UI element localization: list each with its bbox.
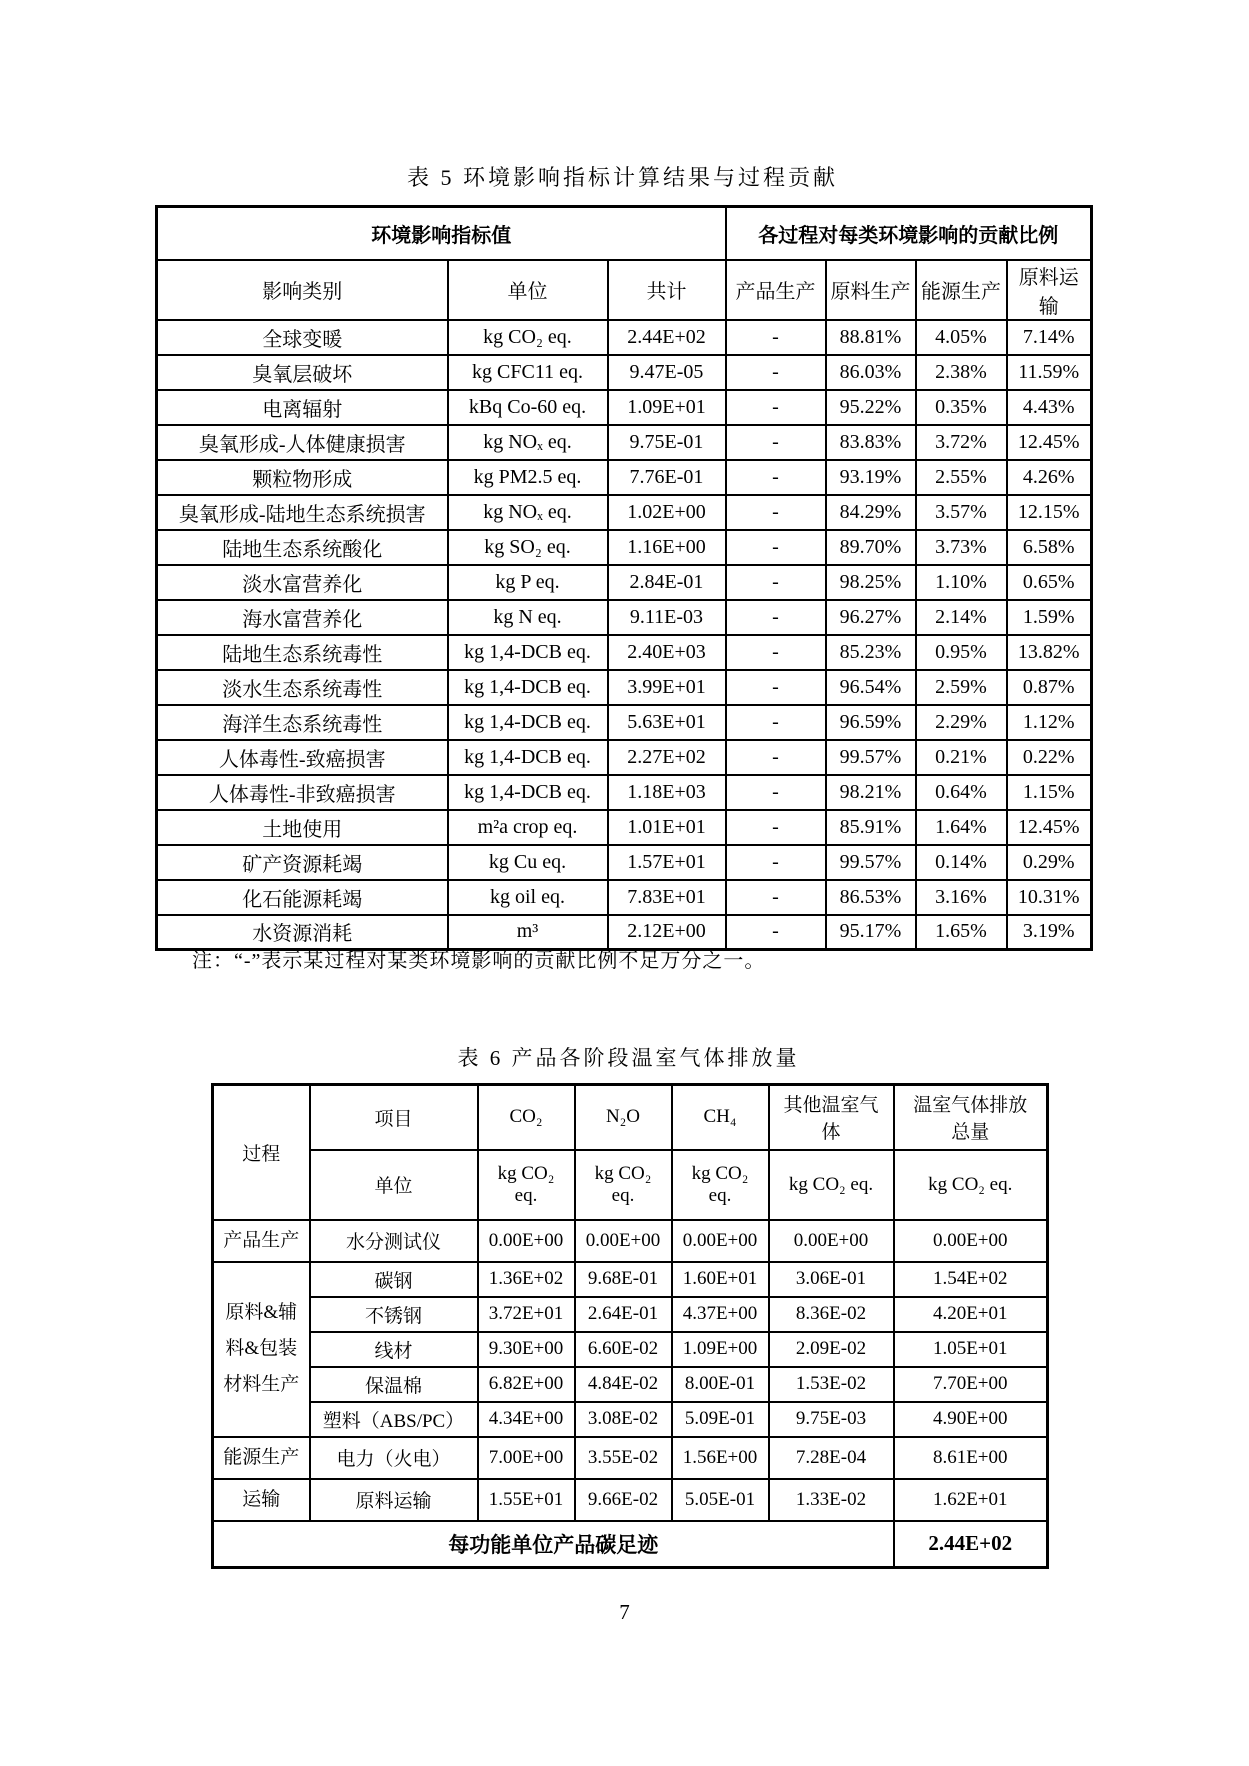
value-cell: 4.26% [1007, 460, 1092, 495]
table6-body [213, 1220, 1048, 1521]
table5-row [157, 320, 1092, 355]
unit-cell: kg 1,4-DCB eq. [448, 635, 608, 670]
item-cell: 电力（火电） [310, 1437, 478, 1479]
value-cell: 8.00E-01 [672, 1367, 769, 1402]
value-cell: 98.21% [826, 775, 916, 810]
value-cell: 2.40E+03 [608, 635, 726, 670]
value-cell: 0.29% [1007, 845, 1092, 880]
table5-row [157, 600, 1092, 635]
process-cell: 能源生产 [213, 1437, 310, 1479]
value-cell: 3.55E-02 [575, 1437, 672, 1479]
carbon-footprint-total: 2.44E+02 [894, 1521, 1048, 1568]
value-cell: 2.84E-01 [608, 565, 726, 600]
value-cell: 7.83E+01 [608, 880, 726, 915]
item-cell: 原料运输 [310, 1479, 478, 1521]
unit-cell: kg 1,4-DCB eq. [448, 775, 608, 810]
table5-footnote: 注：“-”表示某过程对某类环境影响的贡献比例不足万分之一。 [192, 950, 766, 972]
value-cell: - [726, 390, 826, 425]
value-cell: 1.64% [916, 810, 1007, 845]
value-cell: 4.34E+00 [478, 1402, 575, 1437]
table5-caption: 表 5 环境影响指标计算结果与过程贡献 [406, 165, 838, 190]
unit-cell: kBq Co-60 eq. [448, 390, 608, 425]
value-cell: 1.09E+00 [672, 1332, 769, 1367]
impact-category-cell: 淡水富营养化 [157, 565, 448, 600]
value-cell: 96.59% [826, 705, 916, 740]
unit-n2o: kg CO₂ eq. [575, 1150, 672, 1220]
value-cell: 7.70E+00 [894, 1367, 1048, 1402]
unit-cell: m²a crop eq. [448, 810, 608, 845]
value-cell: 0.00E+00 [575, 1220, 672, 1262]
value-cell: 1.59% [1007, 600, 1092, 635]
table6-ghg-emissions [211, 1083, 1049, 1569]
value-cell: 9.75E-03 [769, 1402, 894, 1437]
value-cell: 0.64% [916, 775, 1007, 810]
item-cell: 碳钢 [310, 1262, 478, 1297]
value-cell: 83.83% [826, 425, 916, 460]
impact-category-cell: 土地使用 [157, 810, 448, 845]
value-cell: 1.53E-02 [769, 1367, 894, 1402]
value-cell: - [726, 425, 826, 460]
value-cell: 3.16% [916, 880, 1007, 915]
unit-cell: kg NOₓ eq. [448, 425, 608, 460]
value-cell: 3.57% [916, 495, 1007, 530]
impact-category-cell: 化石能源耗竭 [157, 880, 448, 915]
table6-footer [213, 1521, 1048, 1568]
value-cell: 2.44E+02 [608, 320, 726, 355]
table6-row [213, 1220, 1048, 1262]
table5-column-header-row [157, 260, 1092, 320]
value-cell: 10.31% [1007, 880, 1092, 915]
table5-row [157, 705, 1092, 740]
value-cell: 9.30E+00 [478, 1332, 575, 1367]
column-header-material-transport: 原料运输 [1007, 260, 1092, 320]
value-cell: 11.59% [1007, 355, 1092, 390]
value-cell: 1.57E+01 [608, 845, 726, 880]
value-cell: 5.09E-01 [672, 1402, 769, 1437]
value-cell: - [726, 600, 826, 635]
impact-category-cell: 海洋生态系统毒性 [157, 705, 448, 740]
table6-row [213, 1367, 1048, 1402]
unit-cell: kg 1,4-DCB eq. [448, 740, 608, 775]
table5-row [157, 495, 1092, 530]
column-header-total: 共计 [608, 260, 726, 320]
column-header-product-production: 产品生产 [726, 260, 826, 320]
value-cell: 1.01E+01 [608, 810, 726, 845]
column-header-ch4: CH₄ [672, 1085, 769, 1150]
table6-row [213, 1332, 1048, 1367]
table6-row [213, 1479, 1048, 1521]
unit-other-ghg: kg CO₂ eq. [769, 1150, 894, 1220]
value-cell: 2.38% [916, 355, 1007, 390]
value-cell: 0.00E+00 [894, 1220, 1048, 1262]
table6-gas-header-row [213, 1085, 1048, 1150]
value-cell: - [726, 320, 826, 355]
value-cell: 4.20E+01 [894, 1297, 1048, 1332]
value-cell: 1.10% [916, 565, 1007, 600]
table6-row [213, 1437, 1048, 1479]
value-cell: - [726, 355, 826, 390]
value-cell: - [726, 670, 826, 705]
column-header-co2: CO₂ [478, 1085, 575, 1150]
value-cell: 1.56E+00 [672, 1437, 769, 1479]
value-cell: 12.15% [1007, 495, 1092, 530]
impact-category-cell: 人体毒性-致癌损害 [157, 740, 448, 775]
unit-cell: kg CFC11 eq. [448, 355, 608, 390]
table5-row [157, 355, 1092, 390]
value-cell: - [726, 705, 826, 740]
value-cell: 3.06E-01 [769, 1262, 894, 1297]
impact-category-cell: 矿产资源耗竭 [157, 845, 448, 880]
value-cell: 98.25% [826, 565, 916, 600]
value-cell: 0.00E+00 [672, 1220, 769, 1262]
value-cell: 0.35% [916, 390, 1007, 425]
value-cell: 9.68E-01 [575, 1262, 672, 1297]
impact-category-cell: 臭氧层破坏 [157, 355, 448, 390]
column-header-item: 项目 [310, 1085, 478, 1150]
table5-row [157, 880, 1092, 915]
value-cell: 0.00E+00 [478, 1220, 575, 1262]
value-cell: 8.36E-02 [769, 1297, 894, 1332]
value-cell: 7.28E-04 [769, 1437, 894, 1479]
unit-cell: kg NOₓ eq. [448, 495, 608, 530]
value-cell: - [726, 495, 826, 530]
value-cell: 9.11E-03 [608, 600, 726, 635]
value-cell: 2.55% [916, 460, 1007, 495]
value-cell: - [726, 460, 826, 495]
value-cell: 1.54E+02 [894, 1262, 1048, 1297]
unit-cell: kg PM2.5 eq. [448, 460, 608, 495]
value-cell: 13.82% [1007, 635, 1092, 670]
impact-category-cell: 电离辐射 [157, 390, 448, 425]
value-cell: - [726, 635, 826, 670]
value-cell: 9.66E-02 [575, 1479, 672, 1521]
value-cell: 2.29% [916, 705, 1007, 740]
table5-row [157, 845, 1092, 880]
table5-row [157, 810, 1092, 845]
value-cell: 3.72E+01 [478, 1297, 575, 1332]
value-cell: - [726, 810, 826, 845]
column-header-n2o: N₂O [575, 1085, 672, 1150]
value-cell: 2.27E+02 [608, 740, 726, 775]
unit-cell: kg 1,4-DCB eq. [448, 705, 608, 740]
column-header-unit-label: 单位 [310, 1150, 478, 1220]
value-cell: - [726, 845, 826, 880]
column-header-total-ghg: 温室气体排放总量 [894, 1085, 1048, 1150]
value-cell: 5.05E-01 [672, 1479, 769, 1521]
table5-row [157, 565, 1092, 600]
item-cell: 塑料（ABS/PC） [310, 1402, 478, 1437]
value-cell: 95.17% [826, 915, 916, 950]
table5-header [157, 207, 1092, 320]
value-cell: 3.99E+01 [608, 670, 726, 705]
table6-row [213, 1402, 1048, 1437]
impact-category-cell: 颗粒物形成 [157, 460, 448, 495]
item-cell: 线材 [310, 1332, 478, 1367]
table5-row [157, 740, 1092, 775]
value-cell: 85.23% [826, 635, 916, 670]
value-cell: 1.12% [1007, 705, 1092, 740]
table5-row [157, 775, 1092, 810]
value-cell: 2.59% [916, 670, 1007, 705]
value-cell: - [726, 915, 826, 950]
value-cell: 88.81% [826, 320, 916, 355]
value-cell: 99.57% [826, 740, 916, 775]
table5-row [157, 460, 1092, 495]
impact-category-cell: 海水富营养化 [157, 600, 448, 635]
value-cell: 0.21% [916, 740, 1007, 775]
column-header-impact-category: 影响类别 [157, 260, 448, 320]
column-header-unit: 单位 [448, 260, 608, 320]
unit-ch4: kg CO₂ eq. [672, 1150, 769, 1220]
table6-footer-row [213, 1521, 1048, 1568]
value-cell: 89.70% [826, 530, 916, 565]
value-cell: 96.54% [826, 670, 916, 705]
value-cell: 1.18E+03 [608, 775, 726, 810]
table5-group-header-process-contribution: 各过程对每类环境影响的贡献比例 [726, 207, 1092, 260]
unit-cell: kg CO₂ eq. [448, 320, 608, 355]
value-cell: 0.65% [1007, 565, 1092, 600]
table5-row [157, 670, 1092, 705]
value-cell: 1.16E+00 [608, 530, 726, 565]
unit-total-ghg: kg CO₂ eq. [894, 1150, 1048, 1220]
value-cell: 1.60E+01 [672, 1262, 769, 1297]
value-cell: 6.82E+00 [478, 1367, 575, 1402]
value-cell: 1.55E+01 [478, 1479, 575, 1521]
value-cell: 4.43% [1007, 390, 1092, 425]
value-cell: 4.05% [916, 320, 1007, 355]
process-cell: 原料&辅料&包装材料生产 [213, 1262, 310, 1437]
column-header-process: 过程 [213, 1085, 310, 1220]
unit-cell: kg P eq. [448, 565, 608, 600]
value-cell: 1.62E+01 [894, 1479, 1048, 1521]
value-cell: 12.45% [1007, 810, 1092, 845]
value-cell: 8.61E+00 [894, 1437, 1048, 1479]
value-cell: 6.60E-02 [575, 1332, 672, 1367]
unit-cell: kg oil eq. [448, 880, 608, 915]
value-cell: 7.76E-01 [608, 460, 726, 495]
column-header-other-ghg: 其他温室气体 [769, 1085, 894, 1150]
value-cell: 0.95% [916, 635, 1007, 670]
value-cell: 4.90E+00 [894, 1402, 1048, 1437]
table6-row [213, 1297, 1048, 1332]
value-cell: 85.91% [826, 810, 916, 845]
impact-category-cell: 全球变暖 [157, 320, 448, 355]
value-cell: 6.58% [1007, 530, 1092, 565]
table5-row [157, 530, 1092, 565]
unit-cell: kg SO₂ eq. [448, 530, 608, 565]
value-cell: 1.05E+01 [894, 1332, 1048, 1367]
value-cell: 3.19% [1007, 915, 1092, 950]
value-cell: 86.53% [826, 880, 916, 915]
unit-cell: kg N eq. [448, 600, 608, 635]
unit-cell: m³ [448, 915, 608, 950]
table5-group-header-row [157, 207, 1092, 260]
value-cell: 86.03% [826, 355, 916, 390]
value-cell: 1.65% [916, 915, 1007, 950]
table5-row [157, 390, 1092, 425]
process-cell: 产品生产 [213, 1220, 310, 1262]
value-cell: 3.72% [916, 425, 1007, 460]
value-cell: 4.84E-02 [575, 1367, 672, 1402]
impact-category-cell: 臭氧形成-人体健康损害 [157, 425, 448, 460]
column-header-material-production: 原料生产 [826, 260, 916, 320]
value-cell: 0.87% [1007, 670, 1092, 705]
value-cell: 99.57% [826, 845, 916, 880]
value-cell: - [726, 740, 826, 775]
value-cell: 9.47E-05 [608, 355, 726, 390]
table6-caption: 表 6 产品各阶段温室气体排放量 [457, 1046, 800, 1070]
table5-body [157, 320, 1092, 950]
item-cell: 不锈钢 [310, 1297, 478, 1332]
value-cell: 0.14% [916, 845, 1007, 880]
unit-co2: kg CO₂ eq. [478, 1150, 575, 1220]
value-cell: 1.33E-02 [769, 1479, 894, 1521]
value-cell: 2.14% [916, 600, 1007, 635]
value-cell: 5.63E+01 [608, 705, 726, 740]
column-header-energy-production: 能源生产 [916, 260, 1007, 320]
value-cell: - [726, 775, 826, 810]
value-cell: 1.02E+00 [608, 495, 726, 530]
impact-category-cell: 陆地生态系统酸化 [157, 530, 448, 565]
value-cell: 2.64E-01 [575, 1297, 672, 1332]
value-cell: 84.29% [826, 495, 916, 530]
value-cell: 4.37E+00 [672, 1297, 769, 1332]
value-cell: 2.12E+00 [608, 915, 726, 950]
table5-group-header-indicator-values: 环境影响指标值 [157, 207, 726, 260]
value-cell: - [726, 880, 826, 915]
impact-category-cell: 陆地生态系统毒性 [157, 635, 448, 670]
impact-category-cell: 臭氧形成-陆地生态系统损害 [157, 495, 448, 530]
table5-row [157, 635, 1092, 670]
value-cell: 7.00E+00 [478, 1437, 575, 1479]
value-cell: 3.73% [916, 530, 1007, 565]
value-cell: 2.09E-02 [769, 1332, 894, 1367]
impact-category-cell: 淡水生态系统毒性 [157, 670, 448, 705]
table5-row [157, 425, 1092, 460]
impact-category-cell: 人体毒性-非致癌损害 [157, 775, 448, 810]
process-cell: 运输 [213, 1479, 310, 1521]
table6-header [213, 1085, 1048, 1220]
unit-cell: kg 1,4-DCB eq. [448, 670, 608, 705]
item-cell: 保温棉 [310, 1367, 478, 1402]
unit-cell: kg Cu eq. [448, 845, 608, 880]
value-cell: - [726, 565, 826, 600]
table6-unit-header-row [213, 1150, 1048, 1220]
value-cell: 12.45% [1007, 425, 1092, 460]
table5-env-impact-indicators [155, 205, 1093, 951]
value-cell: 0.22% [1007, 740, 1092, 775]
value-cell: - [726, 530, 826, 565]
value-cell: 96.27% [826, 600, 916, 635]
value-cell: 9.75E-01 [608, 425, 726, 460]
carbon-footprint-label: 每功能单位产品碳足迹 [213, 1521, 894, 1568]
value-cell: 7.14% [1007, 320, 1092, 355]
value-cell: 95.22% [826, 390, 916, 425]
impact-category-cell: 水资源消耗 [157, 915, 448, 950]
value-cell: 0.00E+00 [769, 1220, 894, 1262]
value-cell: 1.09E+01 [608, 390, 726, 425]
item-cell: 水分测试仪 [310, 1220, 478, 1262]
table6-row [213, 1262, 1048, 1297]
value-cell: 93.19% [826, 460, 916, 495]
value-cell: 3.08E-02 [575, 1402, 672, 1437]
value-cell: 1.15% [1007, 775, 1092, 810]
page-number: 7 [619, 1600, 630, 1624]
value-cell: 1.36E+02 [478, 1262, 575, 1297]
